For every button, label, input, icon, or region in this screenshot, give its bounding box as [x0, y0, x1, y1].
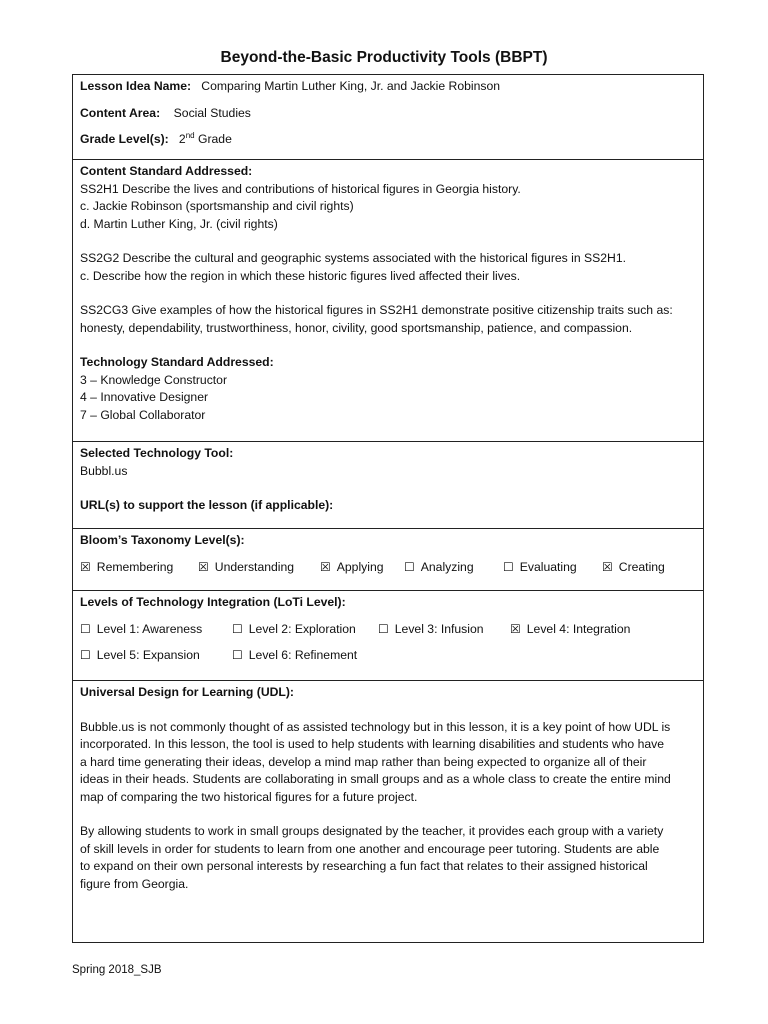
blooms-label: Bloom’s Taxonomy Level(s):	[80, 533, 245, 547]
blooms-option-understanding[interactable]	[198, 559, 320, 577]
checkbox-label: Applying	[336, 559, 384, 574]
standards-section	[73, 160, 703, 442]
content-area-label: Content Area:	[80, 105, 161, 120]
standard-line: SS2H1 Describe the lives and contributions of historical figures in Georgia history.	[80, 181, 521, 196]
udl-line: to expand on their own personal interests by researching a fun fact that relates to their assigned historical	[80, 859, 648, 873]
unchecked-box-icon: ☐	[503, 559, 514, 574]
checkbox-label: Level 1: Awareness	[96, 621, 203, 636]
unchecked-box-icon: ☐	[378, 621, 389, 636]
blooms-option-evaluating[interactable]	[503, 559, 602, 577]
checkbox-label: Level 6: Refinement	[248, 648, 358, 662]
checkbox-label: Evaluating	[519, 559, 577, 574]
blooms-section	[73, 529, 703, 591]
checked-box-icon: ☒	[320, 559, 331, 574]
udl-paragraph-1	[80, 719, 696, 807]
page-title: Beyond-the-Basic Productivity Tools (BBPT)	[220, 49, 548, 66]
grade-level-suffix: Grade	[197, 132, 232, 146]
loti-option-level-1[interactable]	[80, 621, 232, 639]
checkbox-label: Creating	[618, 559, 665, 574]
url-label: URL(s) to support the lesson (if applicable):	[80, 498, 334, 512]
loti-section	[73, 591, 703, 681]
udl-line: a hard time generating their ideas, develop a mind map rather than being expected to organize all of their	[80, 754, 647, 769]
checkbox-label: Remembering	[96, 559, 174, 574]
unchecked-box-icon: ☐	[232, 621, 243, 636]
udl-section	[73, 681, 703, 899]
checked-box-icon: ☒	[80, 559, 91, 574]
standard-line: d. Martin Luther King, Jr. (civil rights)	[80, 216, 278, 231]
unchecked-box-icon: ☐	[232, 648, 243, 662]
blooms-option-remembering[interactable]	[80, 559, 198, 577]
loti-option-level-2[interactable]	[232, 621, 378, 639]
udl-line: By allowing students to work in small groups designated by the teacher, it provides each group with a variety	[80, 824, 664, 838]
unchecked-box-icon: ☐	[80, 648, 91, 662]
checked-box-icon: ☒	[602, 559, 613, 574]
technology-standard-label: Technology Standard Addressed:	[80, 355, 274, 369]
checkbox-label: Level 3: Infusion	[394, 621, 484, 636]
checkbox-label: Level 2: Exploration	[248, 621, 356, 636]
standard-line: honesty, dependability, trustworthiness, honor, civility, good sportsmanship, patience, and compassion.	[80, 320, 633, 335]
standard-line: c. Describe how the region in which these historic figures lived affected their lives.	[80, 268, 521, 283]
content-standard-block-1	[80, 181, 696, 234]
loti-option-level-3[interactable]	[378, 621, 510, 639]
udl-line: map of comparing the two historical figures for a future project.	[80, 789, 418, 804]
blooms-option-applying[interactable]	[320, 559, 404, 577]
technology-standard-list	[80, 372, 696, 425]
udl-label: Universal Design for Learning (UDL):	[80, 685, 294, 699]
loti-label: Levels of Technology Integration (LoTi Level):	[80, 595, 346, 609]
page-footer: Spring 2018_SJB	[72, 964, 162, 976]
standard-line: SS2G2 Describe the cultural and geographic systems associated with the historical figures in SS2H1.	[80, 251, 627, 265]
loti-options-row-2	[80, 647, 696, 665]
technology-standard-item: 4 – Innovative Designer	[80, 390, 209, 404]
blooms-options	[80, 559, 696, 577]
loti-option-level-4[interactable]	[510, 621, 630, 639]
content-standard-block-2	[80, 250, 696, 285]
blooms-option-analyzing[interactable]	[404, 559, 503, 577]
checkbox-label: Understanding	[214, 559, 295, 574]
grade-level-label: Grade Level(s):	[80, 132, 169, 146]
checked-box-icon: ☒	[198, 559, 209, 574]
technology-tool-label: Selected Technology Tool:	[80, 446, 234, 460]
lesson-form	[72, 74, 704, 943]
content-area-row	[80, 105, 696, 123]
lesson-name-value: Comparing Martin Luther King, Jr. and Jackie Robinson	[201, 79, 501, 93]
loti-option-level-6[interactable]	[232, 647, 357, 665]
unchecked-box-icon: ☐	[80, 621, 91, 636]
standard-line: c. Jackie Robinson (sportsmanship and civil rights)	[80, 199, 354, 213]
lesson-name-row	[80, 78, 696, 96]
checkbox-label: Analyzing	[420, 559, 474, 574]
checkbox-label: Level 4: Integration	[526, 621, 631, 636]
unchecked-box-icon: ☐	[404, 559, 415, 574]
content-standard-block-3	[80, 302, 696, 337]
grade-level-row	[80, 131, 696, 149]
content-standard-label: Content Standard Addressed:	[80, 164, 253, 178]
technology-standard-item: 3 – Knowledge Constructor	[80, 372, 228, 387]
blooms-option-creating[interactable]	[602, 559, 665, 577]
udl-line: ideas in their heads. Students are collaborating in small groups and as a whole class to create the entire mind	[80, 772, 671, 786]
standard-line: SS2CG3 Give examples of how the historical figures in SS2H1 demonstrate positive citizenship traits such as:	[80, 303, 673, 317]
content-area-value: Social Studies	[173, 105, 251, 120]
grade-level-sup: nd	[185, 130, 195, 140]
udl-line: of skill levels in order for students to learn from one another and encourage peer tutoring. Students are able	[80, 841, 660, 856]
lesson-name-label: Lesson Idea Name:	[80, 79, 192, 93]
grade-level-number: 2	[178, 132, 186, 146]
udl-line: incorporated. In this lesson, the tool is used to help students with learning disabilities and students who have	[80, 737, 665, 751]
udl-line: figure from Georgia.	[80, 876, 189, 891]
checkbox-label: Level 5: Expansion	[96, 648, 200, 662]
lesson-info-section	[73, 75, 703, 160]
udl-line: Bubble.us is not commonly thought of as assisted technology but in this lesson, it is a key point of how UDL is	[80, 719, 671, 734]
technology-tool-value: Bubbl.us	[80, 463, 128, 478]
loti-option-level-5[interactable]	[80, 647, 232, 665]
technology-tool-section	[73, 442, 703, 529]
loti-options-row-1	[80, 621, 696, 639]
udl-paragraph-2	[80, 823, 696, 893]
checked-box-icon: ☒	[510, 621, 521, 636]
technology-standard-item: 7 – Global Collaborator	[80, 407, 206, 422]
